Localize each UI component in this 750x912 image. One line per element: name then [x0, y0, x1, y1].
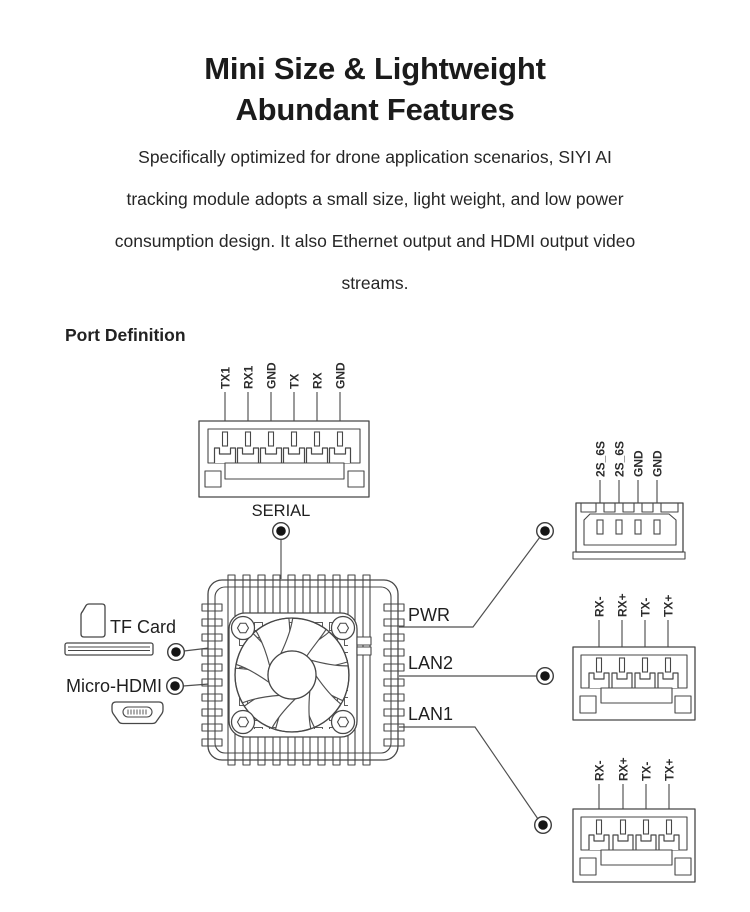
fan-screw-icon — [332, 711, 355, 734]
serial-connector-drawing — [199, 392, 369, 497]
serial-pin-label: RX1 — [241, 365, 256, 389]
lan2-pin-label: TX- — [638, 597, 653, 617]
lan1-pin-label: RX- — [592, 760, 607, 781]
pwr-pin-label: GND — [650, 450, 665, 477]
lan1-pin-label: TX- — [639, 761, 654, 781]
lan1-marker-dot — [535, 817, 552, 834]
micro-hdmi-icon — [112, 702, 163, 724]
pwr-pin-labels — [594, 441, 665, 477]
fan-assembly — [225, 606, 371, 744]
fan-screw-icon — [332, 617, 355, 640]
lan2-connector-drawing — [573, 620, 695, 720]
serial-pin-label: TX — [287, 373, 302, 389]
serial-port-label: SERIAL — [251, 502, 311, 520]
micro-hdmi-marker-dot — [167, 678, 184, 695]
fan-cable-tab — [357, 637, 371, 645]
description-line: streams. — [341, 273, 409, 293]
page-title-line1: Mini Size & Lightweight — [204, 51, 546, 86]
pwr-marker-dot — [537, 523, 554, 540]
lan1-connector-drawing — [573, 784, 695, 882]
description-line: tracking module adopts a small size, light weight, and low power — [126, 189, 624, 209]
lan2-label: LAN2 — [408, 653, 454, 673]
description-line: consumption design. It also Ethernet output and HDMI output video — [114, 231, 636, 251]
serial-pin-label: RX — [310, 372, 325, 389]
page-title-line2: Abundant Features — [235, 92, 515, 127]
lan1-pin-label: RX+ — [616, 757, 631, 781]
pwr-pin-label: 2S_6S — [612, 440, 627, 477]
description-line: Specifically optimized for drone application scenarios, SIYI AI — [138, 147, 612, 167]
fan-screw-icon — [232, 617, 255, 640]
tf-card-label: TF Card — [110, 617, 177, 637]
lan2-pin-label: TX+ — [661, 594, 676, 617]
ai-module-drawing — [202, 575, 404, 765]
lan1-label: LAN1 — [408, 704, 454, 724]
tf-card-icon — [81, 604, 105, 637]
lan2-marker-dot — [537, 668, 554, 685]
pwr-pin-label: 2S_6S — [593, 440, 608, 477]
lan1-pin-labels — [593, 757, 677, 781]
pwr-connector-drawing — [573, 480, 685, 559]
serial-pin-label: TX1 — [218, 366, 233, 389]
lan2-pin-labels — [593, 593, 676, 617]
pwr-pin-label: GND — [631, 450, 646, 477]
micro-hdmi-label: Micro-HDMI — [66, 676, 162, 696]
serial-pin-label: GND — [264, 362, 279, 389]
serial-pin-labels — [219, 362, 348, 389]
fan-hub — [268, 651, 316, 699]
lan1-pin-label: TX+ — [662, 758, 677, 781]
tf-card-marker-dot — [168, 644, 185, 661]
tf-card-slot-icon — [65, 643, 153, 655]
serial-pin-label: GND — [333, 362, 348, 389]
pwr-label: PWR — [408, 605, 450, 625]
serial-marker-dot — [273, 523, 290, 540]
port-definition-heading: Port Definition — [65, 325, 186, 345]
fan-screw-icon — [232, 711, 255, 734]
lan2-pin-label: RX- — [592, 596, 607, 617]
lan2-pin-label: RX+ — [615, 593, 630, 617]
